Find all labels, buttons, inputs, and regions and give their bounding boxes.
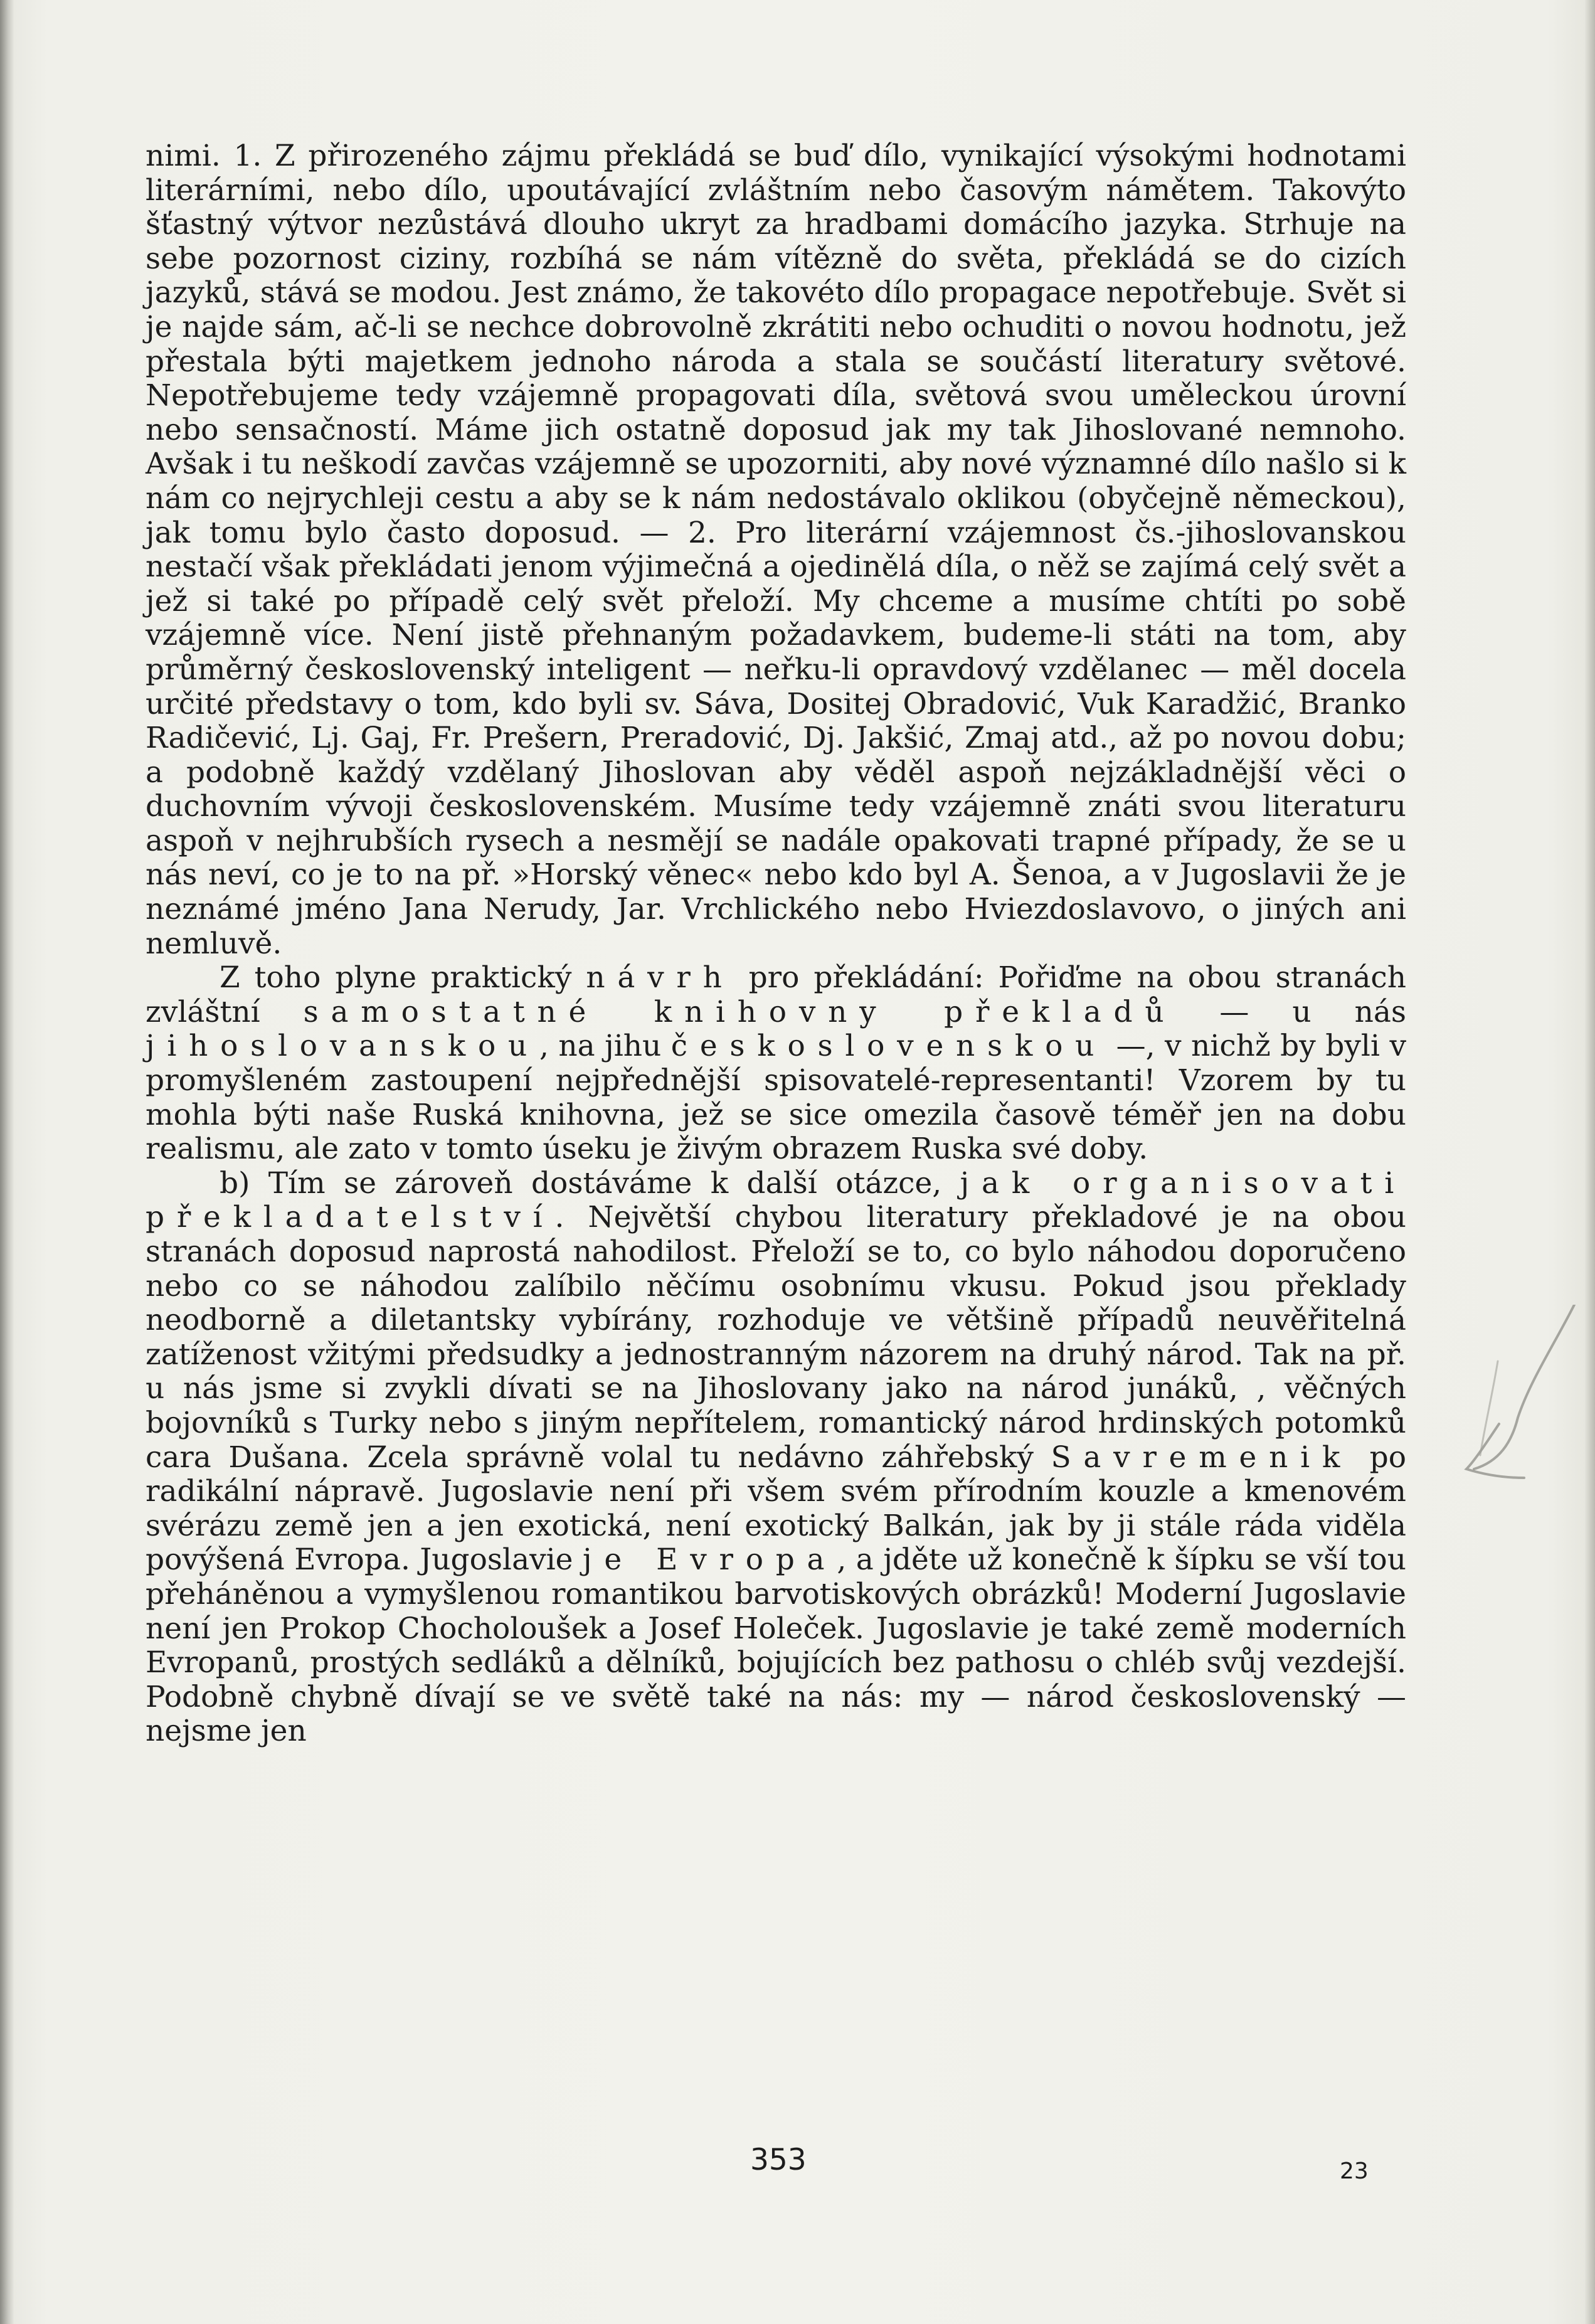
text-run: Z toho plyne praktický <box>220 960 586 995</box>
text-run: nimi. 1. Z přirozeného zájmu překládá se buď dílo, vynikající výsokými hodnotami literárními, nebo dílo, upoutávající zvláštním nebo časovým námětem. Takovýto šťastný výtvor nezůstává dlouho ukryt za hradbami domácího jazyka. Strhuje na sebe pozornost ciziny, rozbíhá se nám vítězně do světa, překládá se do cizích jazyků, stává se modou. Jest známo, že takovéto dílo propagace nepotřebuje. Svět si je najde sám, ač-li se nechce dobrovolně zkrátiti nebo ochuditi o novou hodnotu, jež přestala býti majetkem jednoho národa a stala se součástí literatury světové. Nepotřebujeme tedy vzájemně propagovati díla, světová svou uměleckou úrovní nebo sensačností. Máme jich ostatně doposud jak my tak Jihoslované nemnoho. Avšak i tu neškodí zavčas vzájemně se upozorniti, aby nové významné dílo našlo si k nám co nejrychleji cestu a aby se k nám nedostávalo oklikou (obyčejně německou), jak tomu bylo často doposud. — 2. Pro literární vzájemnost čs.-jihoslovanskou nestačí však překládati jenom výjimečná a ojedinělá díla, o něž se zajímá celý svět a jež si také po případě celý svět přeloží. My chceme a musíme chtíti po sobě vzájemně více. Není jistě přehnaným požadavkem, budeme-li státi na tom, aby průměrný československý inteligent — neřku-li opravdový vzdělanec — měl docela určité představy o tom, kdo byli sv. Sáva, Dositej Obradović, Vuk Karadžić, Branko Radičević, Lj. Gaj, Fr. Prešern, Preradović, Dj. Jakšić, Zmaj atd., až po novou dobu; a podobně každý vzdělaný Jihoslovan aby věděl aspoň nejzákladnější věci o duchovním vývoji československém. Musíme tedy vzájemně znáti svou literaturu aspoň v nejhrubších rysech a nesmějí se nadále opakovati trapné případy, že se u nás neví, co je to na př. »Horský věnec« nebo kdo byl A. Šenoa, a v Jugoslavii že je neznámé jméno Jana Nerudy, Jar. Vrchlického nebo Hviezdoslavovo, o jiných ani nemluvě. <box>146 139 1406 961</box>
paragraph <box>146 1167 1406 1749</box>
pencil-margin-mark <box>1461 1305 1581 1499</box>
page-number: 353 <box>750 2143 807 2177</box>
text-run: po radikální nápravě. Jugoslavie není při všem svém přírodním kouzle a kmenovém svérázu země jen a jen exotická, není exotický Balkán, jak by ji stále ráda viděla povýšená Evropa. Jugoslavie <box>146 1440 1406 1578</box>
text-run: . Největší chybou literatury překladové je na obou stranách doposud naprostá nahodilost. Přeloží se to, co bylo náhodou doporučeno nebo co se náhodou zalíbilo něčímu osobnímu vkusu. Pokud jsou překlady neodborně a diletantsky vybírány, rozhoduje ve většině případů neuvěřitelná zatíženost vžitými předsudky a jednostranným názorem na druhý národ. Tak na př. u nás jsme si zvykli dívati se na Jihoslovany jako na národ junáků, , věčných bojovníků s Turky nebo s jiným nepřítelem, romantický národ hrdinských potomků cara Dušana. Zcela správně volal tu nedávno záhřebský <box>146 1200 1406 1475</box>
spaced-emphasis: jak organisovati překladatelství <box>146 1165 1406 1235</box>
text-run: pro překládání: Pořiďme na obou stranách zvláštní <box>146 960 1406 1029</box>
paragraph <box>146 139 1406 961</box>
binding-edge <box>0 0 14 2324</box>
text-run: — u nás <box>1176 994 1406 1029</box>
paragraph <box>146 961 1406 1167</box>
spaced-emphasis: je Evropa <box>583 1542 837 1578</box>
spaced-emphasis: samostatné knihovny překladů <box>303 994 1177 1029</box>
text-run: , a jděte už konečně k šípku se vší tou přeháněnou a vymyšlenou romantikou barvotiskových obrázků! Moderní Jugoslavie není jen Prokop Chocholoušek a Josef Holeček. Jugoslavie je také země moderních Evropanů, prostých sedláků a dělníků, bojujících bez pathosu o chléb svůj vezdejší. Podobně chybně dívají se ve světě také na nás: my — národ československý — nejsme jen <box>146 1542 1406 1749</box>
text-run: —, v nichž by byli v promyšleném zastoupení nejpřednější spisovatelé-representanti! Vzorem by tu mohla býti naše Ruská knihovna, jež se sice omezila časově téměř jen na dobu realismu, ale zato v tomto úseku je živým obrazem Ruska své doby. <box>146 1029 1406 1167</box>
body-text <box>146 139 1406 1749</box>
page-right-edge <box>1585 0 1595 2324</box>
spaced-emphasis: jihoslovanskou <box>146 1029 539 1064</box>
spaced-emphasis: československou <box>670 1029 1107 1064</box>
text-run: b) Tím se zároveň dostáváme k další otázce, <box>220 1165 960 1201</box>
spaced-emphasis: návrh <box>586 960 734 995</box>
text-run: , na jihu <box>539 1029 671 1064</box>
spaced-emphasis: Savremenik <box>1051 1440 1353 1475</box>
sheet-signature-number: 23 <box>1340 2158 1369 2184</box>
